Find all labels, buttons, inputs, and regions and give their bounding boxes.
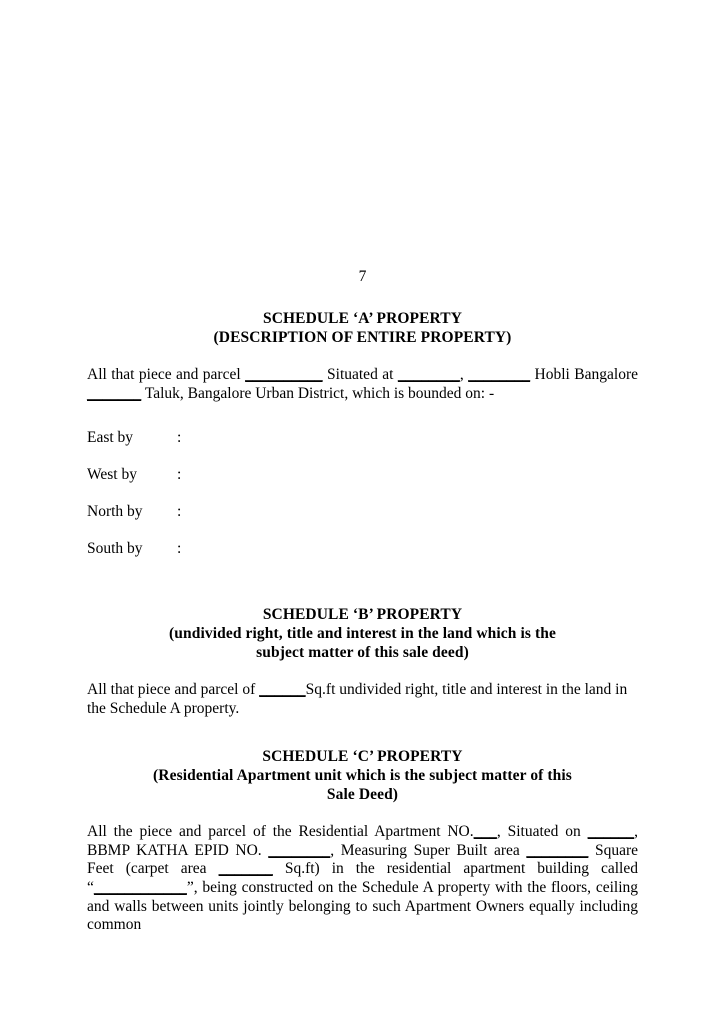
boundary-separator-west: :: [177, 466, 182, 484]
schedule-b-heading-line-2: (undivided right, title and interest in the land which is the: [169, 624, 556, 642]
schedule-a-blank-3: ________: [468, 366, 531, 384]
boundary-separator-north: :: [177, 503, 182, 521]
schedule-b-text-2: Sq.ft undivided right, title and interest in the land in the Schedule A property.: [87, 681, 628, 717]
boundary-separator-south: :: [177, 540, 182, 558]
schedule-c-blank-1: ___: [473, 823, 497, 841]
page-content: [87, 268, 638, 935]
page-number: 7: [358, 268, 367, 285]
schedule-b-heading-line-3: subject matter of this sale deed): [256, 643, 469, 661]
schedule-c-blank-3: ________: [268, 841, 331, 859]
boundary-label-south: South by: [87, 540, 143, 558]
spacer: [87, 804, 638, 823]
schedule-a-text-1: All that piece and parcel: [87, 366, 246, 384]
boundary-directions-list: [87, 429, 638, 577]
boundary-separator-east: :: [177, 429, 182, 447]
boundary-label-north: North by: [87, 503, 143, 521]
schedule-c-text-1: All the piece and parcel of the Residential Apartment NO.: [87, 823, 474, 841]
schedule-a-text-5: Taluk, Bangalore Urban District, which is bounded on: -: [141, 384, 495, 402]
schedule-a-heading: [87, 310, 638, 347]
schedule-a-blank-4: _______: [87, 384, 142, 402]
boundary-row-north: [87, 503, 638, 540]
schedule-c-blank-5: _______: [218, 860, 273, 878]
schedule-a-heading-line-1: SCHEDULE ‘A’ PROPERTY: [262, 310, 463, 327]
schedule-c-text-6: Sq.ft) in the residential apartment building called “: [87, 860, 638, 896]
spacer: [87, 662, 638, 681]
spacer: [87, 403, 638, 429]
schedule-a-text-4: Hobli Bangalore: [530, 366, 638, 384]
boundary-row-west: [87, 466, 638, 503]
schedule-c-text-3: , BBMP KATHA EPID NO.: [87, 823, 638, 859]
boundary-row-south: [87, 540, 638, 577]
schedule-b-heading: [87, 606, 638, 662]
schedule-c-blank-6: ____________: [93, 878, 187, 896]
schedule-c-body: [87, 823, 638, 935]
schedule-b-text-1: All that piece and parcel of: [87, 681, 260, 699]
schedule-a-blank-2: ________: [397, 366, 460, 384]
boundary-row-east: [87, 429, 638, 466]
schedule-c-text-7: ”, being constructed on the Schedule A property with the floors, ceiling and walls between units jointly belonging to such Apartment Owners equally including common: [87, 878, 638, 934]
boundary-label-west: West by: [87, 466, 137, 484]
schedule-a-text-3: ,: [459, 366, 469, 384]
schedule-a-blank-1: __________: [245, 366, 323, 384]
schedule-c-text-4: , Measuring Super Built area: [330, 841, 527, 859]
schedule-b-heading-line-1: SCHEDULE ‘B’ PROPERTY: [262, 606, 463, 624]
schedule-c-blank-2: ______: [587, 823, 635, 841]
spacer: [87, 718, 638, 748]
schedule-a-body: [87, 366, 638, 403]
schedule-b-body: [87, 681, 638, 718]
schedule-c-heading-line-1: SCHEDULE ‘C’ PROPERTY: [262, 748, 463, 766]
schedule-a-heading-line-2: (DESCRIPTION OF ENTIRE PROPERTY): [213, 328, 512, 346]
schedule-c-text-2: , Situated on: [496, 823, 588, 841]
spacer: [87, 347, 638, 366]
schedule-c-heading: [87, 748, 638, 804]
boundary-label-east: East by: [87, 429, 134, 447]
schedule-c-heading-line-2: (Residential Apartment unit which is the subject matter of this: [153, 766, 572, 784]
spacer: [87, 577, 638, 606]
schedule-c-heading-line-3: Sale Deed): [326, 785, 399, 803]
schedule-b-blank-1: ______: [259, 681, 306, 699]
schedule-a-text-2: Situated at: [322, 366, 398, 384]
schedule-c-text-5: Square Feet (carpet area: [87, 841, 638, 878]
schedule-c-blank-4: ________: [526, 841, 589, 859]
